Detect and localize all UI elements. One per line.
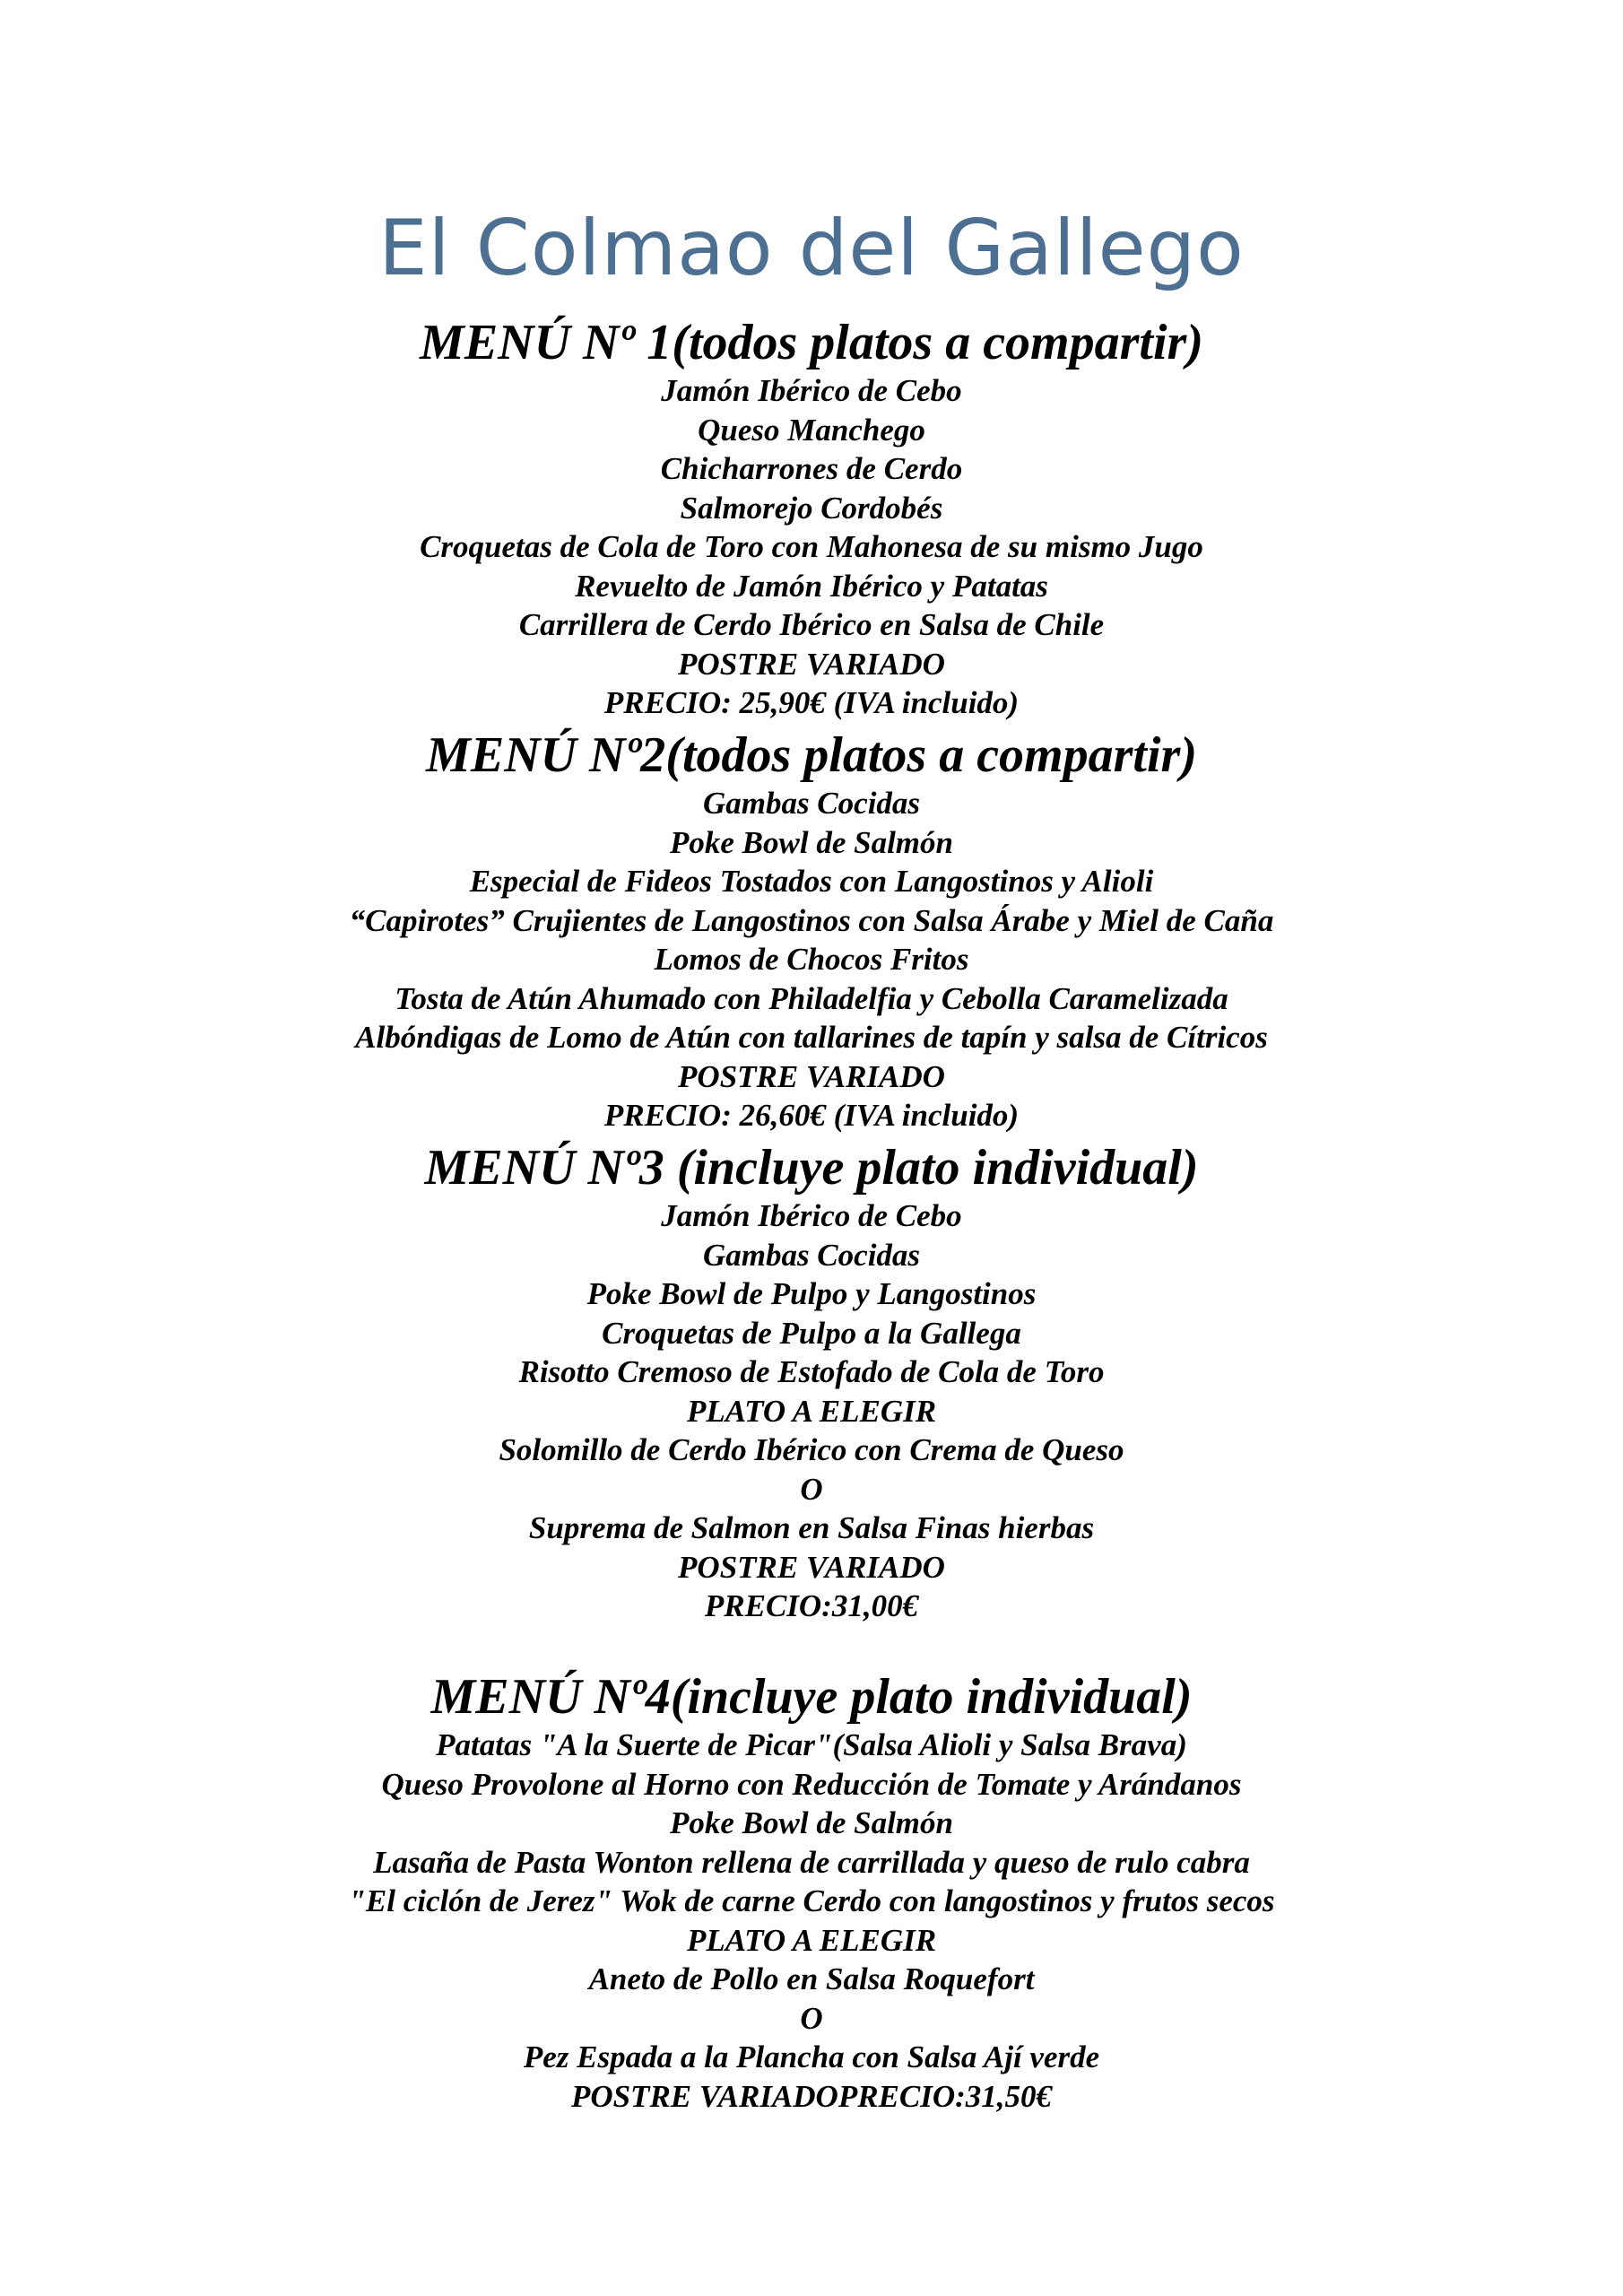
- restaurant-title: El Colmao del Gallego: [378, 204, 1245, 293]
- menu-4-dish: Poke Bowl de Salmón: [670, 1805, 953, 1840]
- menu-3-title: MENÚ Nº3 (incluye plato individual): [424, 1140, 1199, 1196]
- menu-3-choice-option: Solomillo de Cerdo Ibérico con Crema de Queso: [499, 1432, 1124, 1467]
- menu-2-dish: Tosta de Atún Ahumado con Philadelfia y Cebolla Caramelizada: [395, 980, 1228, 1016]
- menu-4-choice-separator: O: [800, 2000, 823, 2036]
- menu-3-dish: Risotto Cremoso de Estofado de Cola de Toro: [518, 1354, 1105, 1389]
- menu-1-dish: Jamón Ibérico de Cebo: [661, 373, 962, 408]
- menu-4-dish: "El ciclón de Jerez" Wok de carne Cerdo con langostinos y frutos secos: [348, 1883, 1275, 1918]
- menu-1-dish: Salmorejo Cordobés: [680, 490, 943, 526]
- menu-4-dessert-price: POSTRE VARIADOPRECIO:31,50€: [570, 2078, 1053, 2114]
- menu-2-dessert: POSTRE VARIADO: [678, 1058, 945, 1094]
- menu-1-dessert: POSTRE VARIADO: [678, 646, 945, 682]
- menu-1-dish: Chicharrones de Cerdo: [660, 451, 963, 486]
- menu-2: [0, 726, 1623, 1135]
- menu-4-choice-option: Aneto de Pollo en Salsa Roquefort: [588, 1961, 1035, 1996]
- menu-1-dish: Revuelto de Jamón Ibérico y Patatas: [575, 568, 1048, 604]
- menu-2-dish: Gambas Cocidas: [702, 786, 921, 821]
- menu-1-dish: Queso Manchego: [698, 412, 925, 448]
- menu-3-dish: Poke Bowl de Pulpo y Langostinos: [586, 1276, 1037, 1311]
- menu-3-choice-option: Suprema de Salmon en Salsa Finas hierbas: [528, 1510, 1095, 1545]
- menu-2-title: MENÚ Nº2(todos platos a compartir): [426, 727, 1197, 783]
- menu-1-dish: Croquetas de Cola de Toro con Mahonesa de su mismo Jugo: [420, 529, 1203, 564]
- menu-2-dish: Especial de Fideos Tostados con Langostinos y Alioli: [469, 864, 1154, 899]
- menu-3-dish: Jamón Ibérico de Cebo: [661, 1198, 962, 1233]
- menu-2-dish: “Capirotes” Crujientes de Langostinos con Salsa Árabe y Miel de Caña: [349, 902, 1274, 938]
- menu-1-price: PRECIO: 25,90€ (IVA incluido): [603, 685, 1020, 720]
- menu-2-dish: Albóndigas de Lomo de Atún con tallarines de tapín y salsa de Cítricos: [355, 1020, 1268, 1055]
- menu-1: [0, 314, 1623, 723]
- menu-3-dish: Croquetas de Pulpo a la Gallega: [602, 1315, 1021, 1351]
- menu-4: [0, 1668, 1623, 2116]
- menu-1-title: MENÚ Nº 1(todos platos a compartir): [420, 315, 1203, 370]
- menu-4-title: MENÚ Nº4(incluye plato individual): [430, 1669, 1193, 1725]
- menu-4-dish: Lasaña de Pasta Wonton rellena de carrillada y queso de rulo cabra: [373, 1844, 1250, 1880]
- menu-3: [0, 1139, 1623, 1626]
- menu-3-price: PRECIO:31,00€: [704, 1588, 919, 1623]
- menu-1-dish: Carrillera de Cerdo Ibérico en Salsa de Chile: [518, 607, 1105, 642]
- menu-4-choice-heading: PLATO A ELEGIR: [686, 1922, 937, 1958]
- menu-2-dish: Lomos de Chocos Fritos: [654, 942, 969, 977]
- menu-2-dish: Poke Bowl de Salmón: [670, 824, 953, 860]
- menu-2-price: PRECIO: 26,60€ (IVA incluido): [603, 1098, 1020, 1133]
- menu-3-choice-separator: O: [800, 1471, 823, 1507]
- menu-4-dish: Patatas "A la Suerte de Picar"(Salsa Alioli y Salsa Brava): [436, 1727, 1187, 1762]
- menu-3-choice-heading: PLATO A ELEGIR: [686, 1393, 937, 1429]
- menu-3-dessert: POSTRE VARIADO: [678, 1549, 945, 1585]
- menu-3-dish: Gambas Cocidas: [702, 1237, 921, 1273]
- menu-4-choice-option: Pez Espada a la Plancha con Salsa Ají verde: [523, 2039, 1100, 2074]
- menu-4-dish: Queso Provolone al Horno con Reducción de Tomate y Arándanos: [381, 1766, 1242, 1802]
